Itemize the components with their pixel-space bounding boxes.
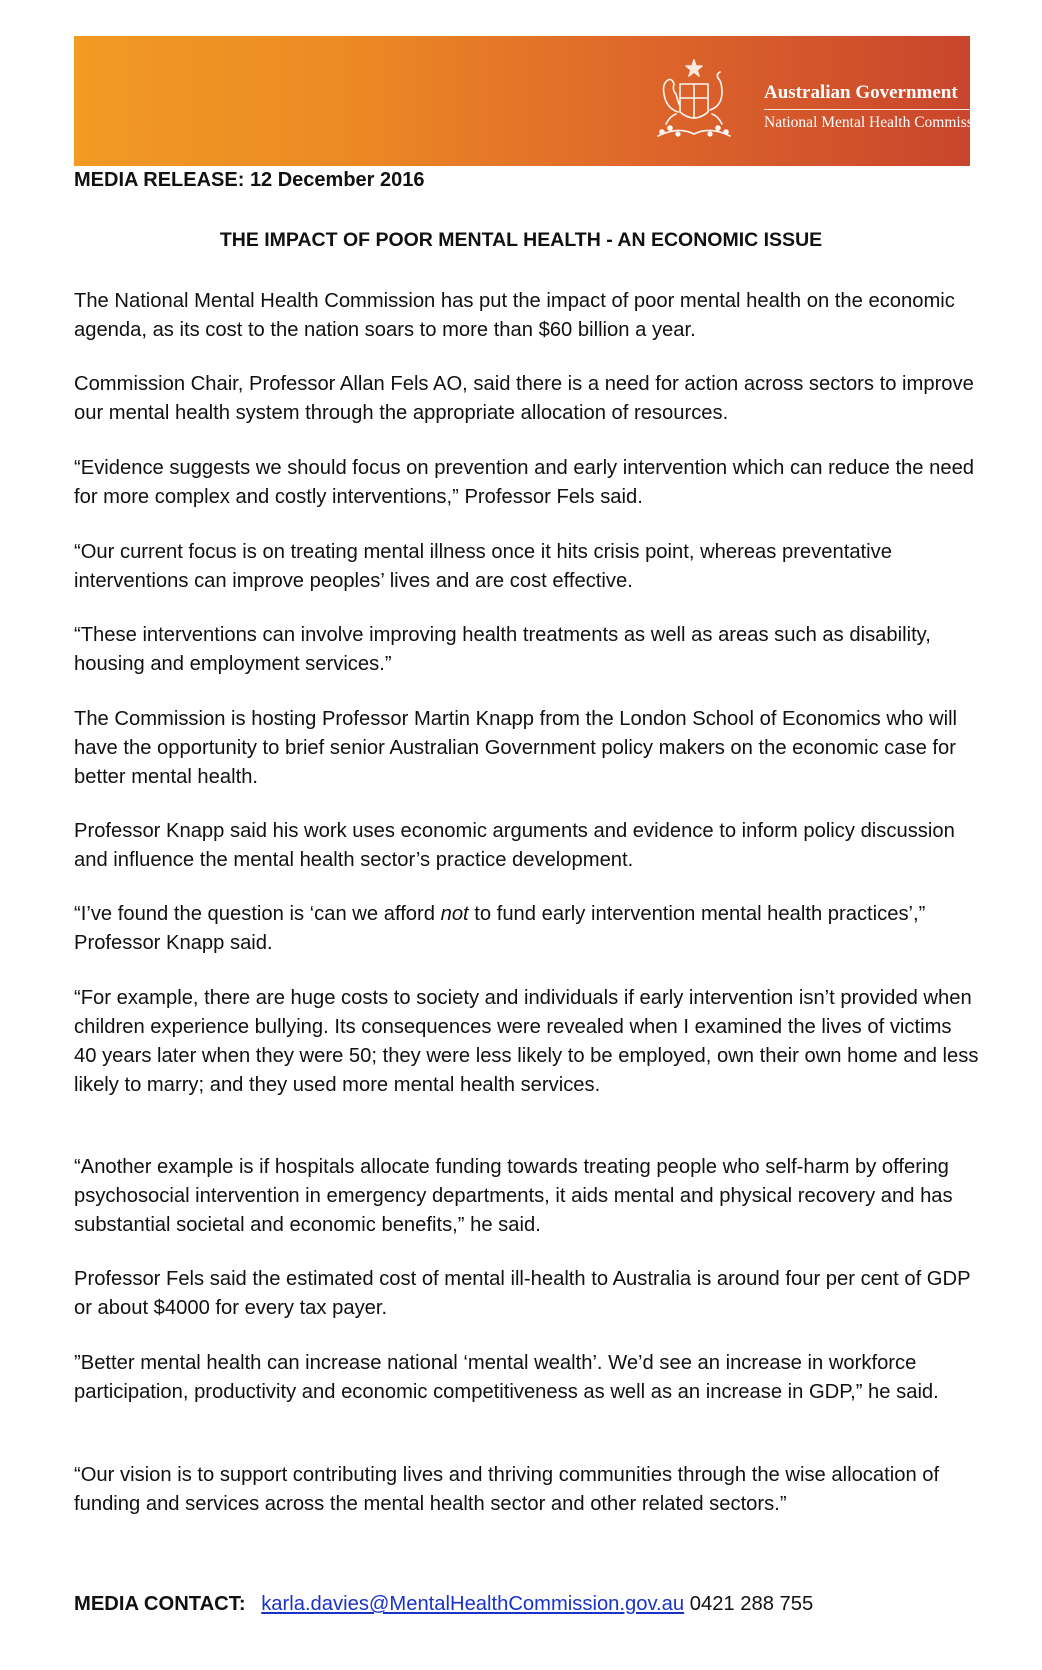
release-date: MEDIA RELEASE: 12 December 2016 [74, 169, 425, 191]
contact-email-link[interactable]: karla.davies@MentalHealthCommission.gov.au [261, 1593, 685, 1615]
paragraph: The Commission is hosting Professor Martin Knapp from the London School of Economics who will have the opportunity to brief senior Australian Government policy makers on the economic case for better mental health. [74, 708, 958, 788]
paragraph: Professor Knapp said his work uses economic arguments and evidence to inform policy discussion and influence the mental health sector’s practice development. [74, 820, 955, 871]
paragraph: ”Better mental health can increase national ‘mental wealth’. We’d see an increase in workforce participation, productivity and economic competitiveness as well as an increase in GDP,” he said. [74, 1352, 939, 1403]
agency-name: National Mental Health Commission [764, 114, 993, 131]
emphasis-text: not [440, 903, 469, 925]
header-banner [74, 36, 993, 166]
paragraph: Commission Chair, Professor Allan Fels AO, said there is a need for action across sectors to improve our mental health system through the appropriate allocation of resources. [74, 373, 974, 424]
paragraph: “Our current focus is on treating mental illness once it hits crisis point, whereas preventative interventions can improve peoples’ lives and are cost effective. [74, 541, 892, 592]
paragraph: “Evidence suggests we should focus on prevention and early intervention which can reduce the need for more complex and costly interventions,” Professor Fels said. [74, 457, 975, 508]
coat-of-arms-icon [648, 54, 740, 150]
quote-text: to fund early intervention mental health practices’,” Professor Knapp said. [74, 903, 926, 954]
headline: THE IMPACT OF POOR MENTAL HEALTH - AN ECONOMIC ISSUE [219, 229, 823, 251]
header-divider [764, 109, 1020, 110]
paragraph: Professor Fels said the estimated cost of mental ill-health to Australia is around four per cent of GDP or about $4000 for every tax payer. [74, 1268, 971, 1319]
quote-text: “I’ve found the question is ‘can we afford [74, 903, 441, 925]
contact-phone: 0421 288 755 [689, 1593, 814, 1615]
paragraph [74, 900, 979, 958]
paragraph: “For example, there are huge costs to society and individuals if early intervention isn’t provided when children experience bullying. Its consequences were revealed when I examined the lives of victims 40 years later when they were 50; they were less likely to be employed, own their own home and less likely to marry; and they used more mental health services. [74, 987, 979, 1096]
government-name: Australian Government [764, 82, 958, 103]
paragraph: The National Mental Health Commission has put the impact of poor mental health on the economic agenda, as its cost to the nation soars to more than $60 billion a year. [74, 290, 955, 341]
paragraph: “These interventions can involve improving health treatments as well as areas such as disability, housing and employment services.” [74, 624, 931, 675]
paragraph: “Our vision is to support contributing lives and thriving communities through the wise allocation of funding and services across the mental health sector and other related sectors.” [74, 1464, 940, 1515]
media-contact [74, 1593, 813, 1616]
paragraph: “Another example is if hospitals allocate funding towards treating people who self-harm by offering psychosocial intervention in emergency departments, it aids mental and physical recovery and has substantial societal and economic benefits,” he said. [74, 1156, 953, 1236]
contact-label: MEDIA CONTACT: [74, 1593, 246, 1615]
